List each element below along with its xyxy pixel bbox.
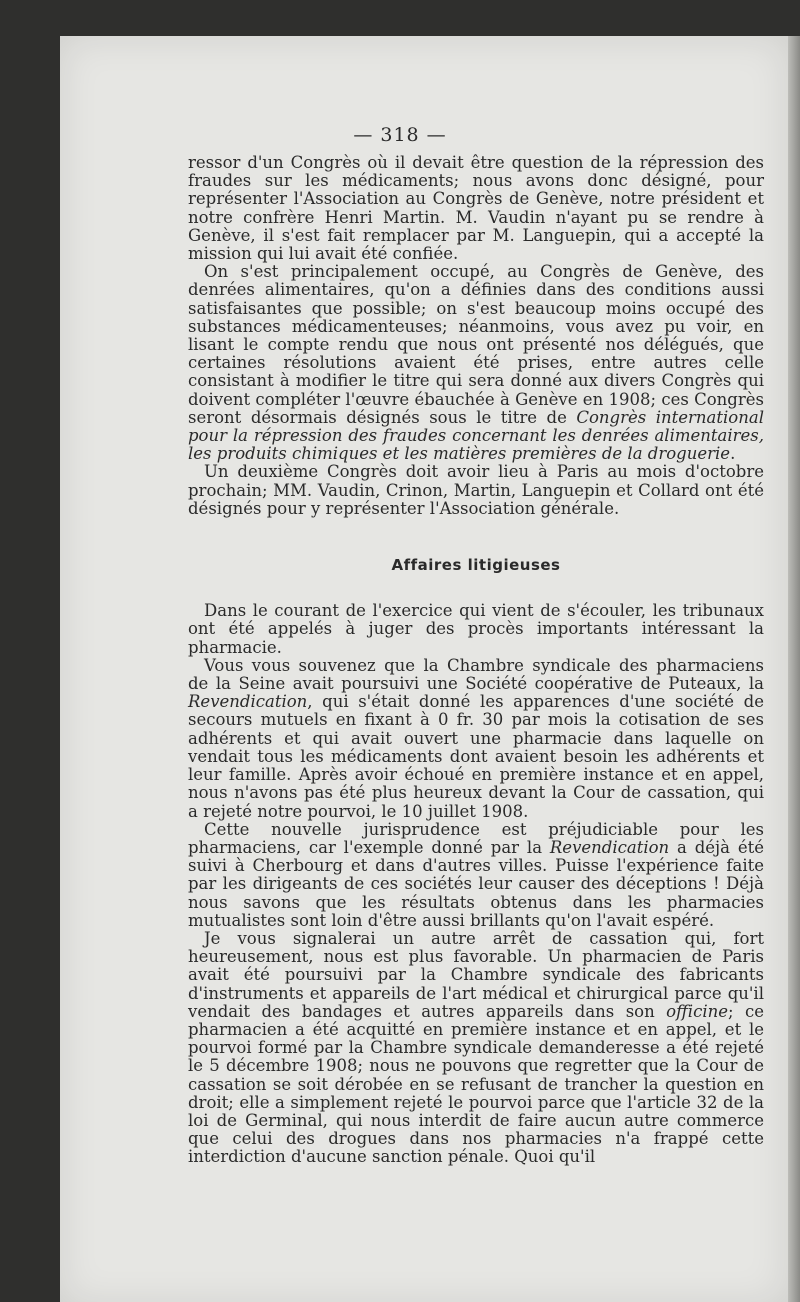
paragraph-jurisprudence (188, 821, 764, 930)
page-edge-shadow (788, 36, 800, 1302)
paragraph-text: Vous vous souvenez que la Chambre syndicale des pharmaciens de la Seine avait poursuivi une Société coopérative de Puteaux, la (188, 655, 764, 694)
paragraph-text: . (730, 444, 736, 464)
paragraph-text: ; ce pharmacien a été acquitté en première instance et en appel, et le pourvoi formé par la Chambre syndicale demanderesse a été rejeté le 5 décembre 1908; nous ne pouvons que regretter que la Cour de cassation se soit dérobée en se refusant de trancher la question en droit; elle a simplement rejeté le pourvoi parce que l'article 32 de la loi de Germinal, qui nous interdit de faire aucun autre commerce que celui des drogues dans nos pharmacies n'a frappé cette interdiction d'aucune sanction pénale. Quoi qu'il (188, 1001, 764, 1167)
paragraph-text: , qui s'était donné les apparences d'une société de secours mutuels en fixant à 0 fr. 30 par mois la cotisation de ses adhérents et qui avait ouvert une pharmacie dans laquelle on vendait tous les médicaments dont avaient besoin les adhérents et leur famille. Après avoir échoué en première instance et en appel, nous n'avons pas été plus heureux devant la Cour de cassation, qui a rejeté notre pourvoi, le 10 juillet 1908. (188, 692, 764, 821)
paragraph-geneva-congress (188, 263, 764, 463)
paragraph-second-congress: Un deuxième Congrès doit avoir lieu à Paris au mois d'octobre prochain; MM. Vaudin, Crinon, Martin, Languepin et Collard ont été désignés pour y représenter l'Association générale. (188, 462, 764, 518)
paragraph-text: Cette nouvelle jurisprudence est préjudiciable pour les pharmaciens, car l'exemple donné par la (188, 819, 764, 857)
paragraph-revendication-case (188, 657, 764, 821)
society-name-italic: Revendication (188, 692, 308, 712)
paragraph-text: Je vous signalerai un autre arrêt de cassation qui, fort heureusement, nous est plus favorable. Un pharmacien de Paris avait été poursuivi par la Chambre syndicale des fabricants d'instruments et appareils de l'art médical et chirurgical parce qu'il vendait des bandages et autres appareils dans son (188, 928, 764, 1021)
paragraph-text: a déjà été suivi à Cherbourg et dans d'autres villes. Puisse l'expérience faite par les dirigeants de ces sociétés leur causer des déceptions ! Déjà nous savons que les résultats obtenus dans les pharmacies mutualistes sont loin d'être aussi brillants qu'on l'avait espéré. (188, 837, 764, 930)
paragraph-text: On s'est principalement occupé, au Congrès de Genève, des denrées alimentaires, qu'on a définies dans des conditions aussi satisfaisantes que possible; on s'est beaucoup moins occupé des substances médicamenteuses; néanmoins, vous avez pu voir, en lisant le compte rendu que nous ont présenté nos délégués, que certaines résolutions avaient été prises, entre autres celle consistant à modifier le titre qui sera donné aux divers Congrès qui doivent compléter l'œuvre ébauchée à Genève en 1908; ces Congrès seront désormais désignés sous le titre de (188, 262, 764, 427)
society-name-italic: Revendication (549, 837, 670, 857)
page-number: — 318 — (353, 124, 447, 146)
section-heading: Affaires litigieuses (391, 556, 561, 575)
congress-title-italic: Congrès international pour la répression des fraudes concernant les denrées alimentaires, les produits chimiques et les matières premières de la droguerie (188, 407, 764, 464)
body-text (188, 154, 764, 1167)
paragraph-second-ruling (188, 930, 764, 1167)
paragraph-lawsuits-intro: Dans le courant de l'exercice qui vient de s'écouler, les tribunaux ont été appelés à juger des procès importants intéressant la pharmacie. (188, 601, 764, 657)
officine-italic: officine (666, 1001, 728, 1021)
paragraph-continued: ressor d'un Congrès où il devait être question de la répression des fraudes sur les médicaments; nous avons donc désigné, pour représenter l'Association au Congrès de Genève, notre président et notre confrère Henri Martin. M. Vaudin n'ayant pu se rendre à Genève, il s'est fait remplacer par M. Languepin, qui a accepté la mission qui lui avait été confiée. (188, 153, 764, 264)
